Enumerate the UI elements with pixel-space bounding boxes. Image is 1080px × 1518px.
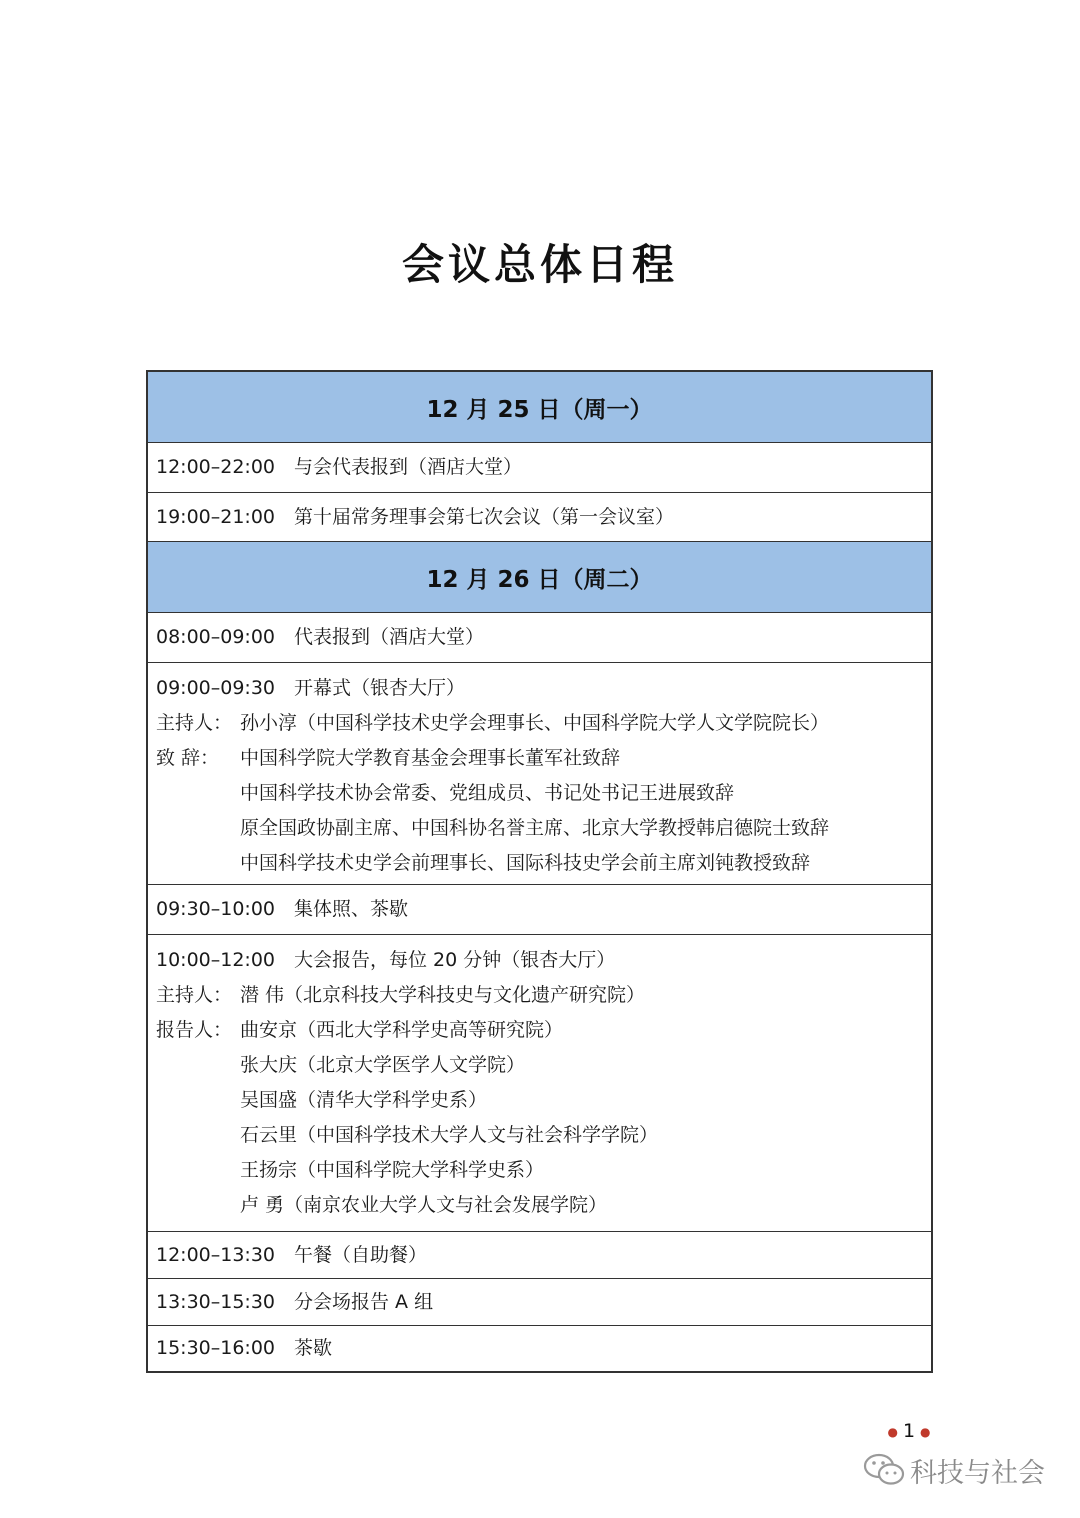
table-row	[148, 663, 931, 885]
page-title: 会议总体日程	[401, 240, 678, 289]
event-cell: 午餐（自助餐）	[294, 1243, 428, 1266]
table-row	[148, 1326, 931, 1371]
event-cell: 集体照、茶歇	[294, 898, 409, 920]
time-cell: 13:30–15:30	[156, 1290, 276, 1313]
table-row	[148, 1232, 931, 1279]
table-row	[148, 493, 931, 542]
speaker-item: 石云里（中国科学技术大学人文与社会科学学院）	[240, 1124, 659, 1146]
event-cell: 分会场报告 A 组	[294, 1290, 434, 1313]
speaker-item: 吴国盛（清华大学科学史系）	[240, 1089, 488, 1111]
speaker-item: 张大庆（北京大学医学人文学院）	[240, 1054, 526, 1076]
speech-label: 致 辞：	[156, 747, 220, 769]
event-cell: 代表报到（酒店大堂）	[294, 626, 485, 648]
time-cell: 15:30–16:00	[156, 1337, 276, 1359]
speaker-item: 卢 勇（南京农业大学人文与社会发展学院）	[240, 1194, 608, 1216]
time-cell: 09:30–10:00	[156, 898, 276, 920]
table-row	[148, 885, 931, 935]
watermark	[862, 1450, 1045, 1490]
time-cell: 08:00–09:00	[156, 626, 276, 648]
page-number	[878, 1420, 940, 1442]
time-cell: 19:00–21:00	[156, 505, 276, 528]
time-cell: 10:00–12:00	[156, 949, 276, 971]
table-row	[148, 443, 931, 493]
event-cell: 开幕式（银杏大厅）	[294, 677, 466, 699]
schedule-table	[146, 370, 933, 1373]
speaker-label: 报告人：	[156, 1019, 233, 1041]
time-cell: 09:00–09:30	[156, 677, 276, 699]
speech-item: 原全国政协副主席、中国科协名誉主席、北京大学教授韩启德院士致辞	[240, 817, 830, 839]
dot-icon: ●	[887, 1424, 898, 1439]
event-cell: 大会报告，每位 20 分钟（银杏大厅）	[294, 949, 616, 971]
speaker-item: 曲安京（西北大学科学史高等研究院）	[240, 1019, 564, 1041]
event-cell: 茶歇	[294, 1337, 333, 1359]
table-row	[148, 1279, 931, 1326]
event-cell: 与会代表报到（酒店大堂）	[294, 456, 523, 478]
day-header: 12 月 26 日（周二）	[148, 542, 931, 613]
time-cell: 12:00–22:00	[156, 456, 276, 478]
table-row	[148, 935, 931, 1232]
table-row	[148, 613, 931, 663]
speech-item: 中国科学技术史学会前理事长、国际科技史学会前主席刘钝教授致辞	[240, 852, 811, 874]
speech-item: 中国科学院大学教育基金会理事长董军社致辞	[240, 747, 621, 769]
wechat-icon	[862, 1452, 906, 1488]
host-label: 主持人：	[156, 984, 233, 1006]
event-cell: 第十届常务理事会第七次会议（第一会议室）	[294, 505, 675, 528]
host-name: 孙小淳（中国科学技术史学会理事长、中国科学院大学人文学院院长）	[240, 712, 830, 734]
host-label: 主持人：	[156, 712, 233, 734]
speech-item: 中国科学技术协会常委、党组成员、书记处书记王进展致辞	[240, 782, 735, 804]
host-name: 潜 伟（北京科技大学科技史与文化遗产研究院）	[240, 984, 646, 1006]
time-cell: 12:00–13:30	[156, 1243, 276, 1266]
watermark-text: 科技与社会	[910, 1457, 1045, 1489]
page-number-value: 1	[902, 1420, 916, 1442]
dot-icon: ●	[920, 1424, 931, 1439]
speaker-item: 王扬宗（中国科学院大学科学史系）	[240, 1159, 545, 1181]
day-header: 12 月 25 日（周一）	[148, 372, 931, 443]
